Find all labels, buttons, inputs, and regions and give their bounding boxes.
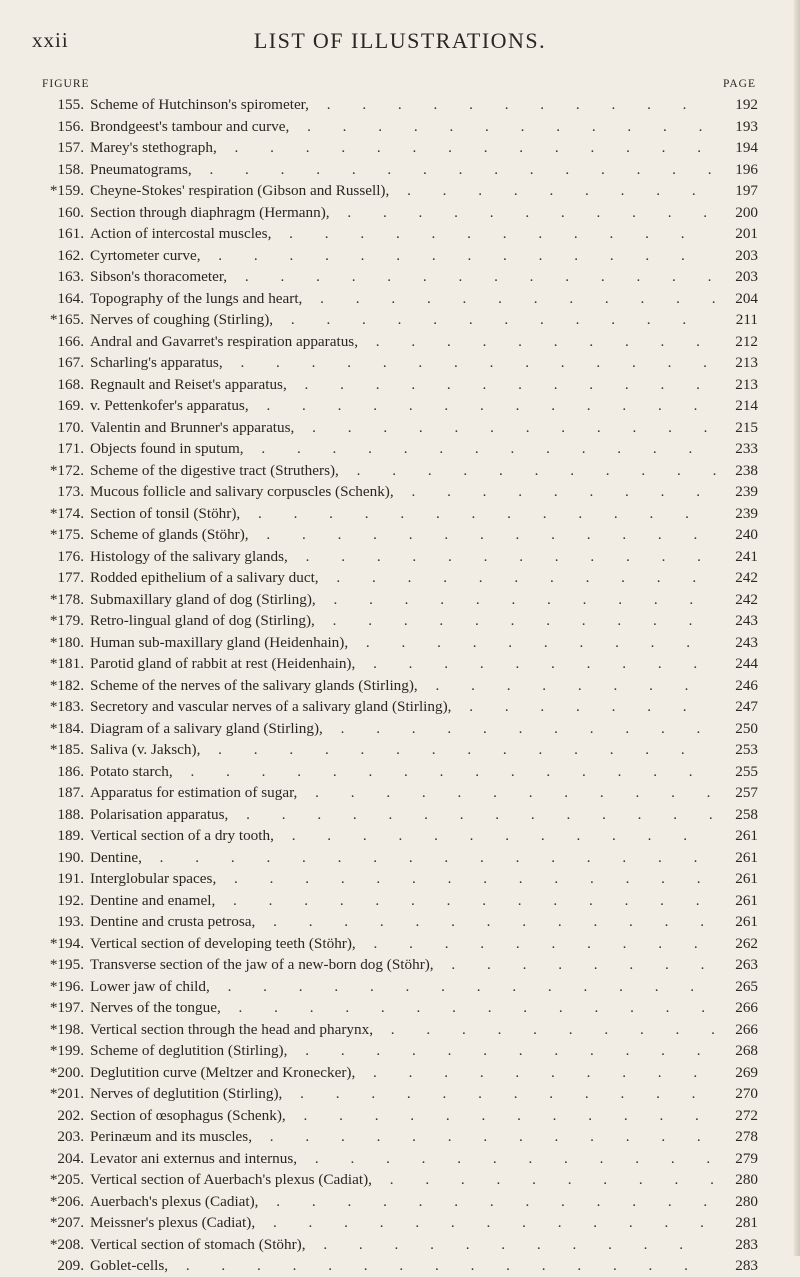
figure-caption: Diagram of a salivary gland (Stirling), . . .: [90, 718, 716, 740]
figure-number: 192.: [57, 891, 84, 909]
list-item: [0, 202, 800, 224]
page-reference: 278: [735, 1128, 758, 1145]
page-reference: 204: [735, 289, 758, 307]
list-item: [0, 1191, 800, 1213]
page-reference: 214: [735, 397, 758, 414]
page-reference: 270: [735, 1085, 758, 1102]
figure-number: 193.: [57, 913, 84, 930]
list-item: [0, 868, 800, 890]
figure-number: *207.: [49, 1214, 84, 1231]
page-reference: 213: [735, 375, 758, 393]
page-reference: 241: [735, 547, 758, 565]
list-item: [0, 395, 800, 417]
list-item: [0, 718, 800, 740]
page-reference: 212: [735, 332, 758, 350]
figure-number: *199.: [49, 1042, 84, 1059]
page-column-heading: PAGE: [723, 78, 756, 90]
figure-caption: Scheme of Hutchinson's spirometer, . . .: [90, 94, 716, 116]
list-item: [0, 245, 800, 267]
page-reference: 243: [735, 633, 758, 651]
figure-caption: Goblet-cells, . . .: [90, 1255, 716, 1277]
figure-caption: Topography of the lungs and heart, . . .: [90, 288, 716, 310]
list-item: [0, 1083, 800, 1105]
page-reference: 261: [735, 827, 758, 844]
figure-caption: Histology of the salivary glands, . . .: [90, 546, 716, 568]
figure-caption: Scharling's apparatus, . . .: [90, 352, 716, 374]
page-reference: 244: [735, 655, 758, 672]
figure-number: *178.: [49, 590, 84, 608]
figure-caption: Scheme of the nerves of the salivary glands (Stirling), . . .: [90, 675, 716, 697]
figure-number: 169.: [57, 397, 84, 414]
figure-caption: Pneumatograms, . . .: [90, 159, 716, 181]
page-reference: 211: [735, 311, 758, 328]
list-item: [0, 1105, 800, 1127]
figure-caption: Rodded epithelium of a salivary duct, . . .: [90, 567, 716, 589]
figure-number: *181.: [49, 655, 84, 672]
figure-caption: Marey's stethograph, . . .: [90, 137, 716, 159]
figure-caption: Vertical section of a dry tooth, . . .: [90, 825, 716, 847]
page-title: LIST OF ILLUSTRATIONS.: [253, 28, 547, 53]
page-number: xxii: [32, 28, 69, 52]
figure-caption: Auerbach's plexus (Cadiat), . . .: [90, 1191, 716, 1213]
list-item: [0, 1212, 800, 1234]
figure-number: *182.: [49, 676, 84, 694]
page-reference: 243: [735, 612, 758, 629]
figure-number: 162.: [57, 246, 84, 264]
list-item: [0, 524, 800, 546]
page-reference: 283: [735, 1257, 758, 1274]
figure-number: 188.: [57, 805, 84, 823]
figure-number: *179.: [49, 612, 84, 629]
figure-number: 171.: [57, 440, 84, 457]
figure-number: *194.: [49, 934, 84, 952]
figure-caption: Regnault and Reiset's apparatus, . . .: [90, 374, 716, 396]
figure-caption: Vertical section through the head and pharynx, . . .: [90, 1019, 716, 1041]
figure-number: 157.: [57, 139, 84, 156]
figure-caption: Objects found in sputum, . . .: [90, 438, 716, 460]
page-reference: 280: [735, 1192, 758, 1210]
figure-number: *165.: [49, 311, 84, 328]
page-reference: 233: [735, 440, 758, 457]
figure-number: 166.: [57, 332, 84, 350]
figure-number: *201.: [49, 1085, 84, 1102]
figure-number: *208.: [49, 1235, 84, 1253]
figure-number: 161.: [57, 225, 84, 242]
list-item: [0, 503, 800, 525]
list-item: [0, 997, 800, 1019]
figure-number: 187.: [57, 784, 84, 801]
page-reference: 240: [735, 526, 758, 543]
page-reference: 261: [735, 891, 758, 909]
figure-caption: Perinæum and its muscles, . . .: [90, 1126, 716, 1148]
figure-number: *184.: [49, 719, 84, 737]
figure-caption: Cyrtometer curve, . . .: [90, 245, 716, 267]
list-item: [0, 481, 800, 503]
figure-caption: Retro-lingual gland of dog (Stirling), . . .: [90, 610, 716, 632]
illustration-list: [0, 94, 800, 1277]
figure-number: *196.: [49, 977, 84, 995]
list-item: [0, 1126, 800, 1148]
page-reference: 263: [735, 956, 758, 973]
page-reference: 197: [735, 182, 758, 199]
page-reference: 262: [735, 934, 758, 952]
figure-caption: Potato starch, . . .: [90, 761, 716, 783]
figure-number: *200.: [49, 1063, 84, 1081]
figure-caption: Scheme of the digestive tract (Struthers), . . .: [90, 460, 716, 482]
figure-caption: Scheme of deglutition (Stirling), . . .: [90, 1040, 716, 1062]
page-header: [0, 28, 800, 58]
figure-caption: Valentin and Brunner's apparatus, . . .: [90, 417, 716, 439]
figure-caption: Vertical section of Auerbach's plexus (Cadiat), . . .: [90, 1169, 716, 1191]
page-reference: 194: [735, 139, 758, 156]
list-item: [0, 374, 800, 396]
figure-number: 202.: [57, 1106, 84, 1124]
page-reference: 238: [735, 461, 758, 479]
figure-caption: Vertical section of stomach (Stöhr), . . .: [90, 1234, 716, 1256]
page-reference: 279: [735, 1149, 758, 1167]
page-reference: 261: [735, 913, 758, 930]
page-reference: 265: [735, 977, 758, 995]
figure-caption: Submaxillary gland of dog (Stirling), . . .: [90, 589, 716, 611]
figure-caption: Nerves of coughing (Stirling), . . .: [90, 309, 716, 331]
figure-number: *205.: [49, 1171, 84, 1188]
figure-caption: Lower jaw of child, . . .: [90, 976, 716, 998]
list-item: [0, 266, 800, 288]
figure-caption: Brondgeest's tambour and curve, . . .: [90, 116, 716, 138]
page-reference: 253: [735, 741, 758, 758]
list-item: [0, 782, 800, 804]
list-item: [0, 223, 800, 245]
page-reference: 239: [735, 483, 758, 500]
list-item: [0, 610, 800, 632]
page-reference: 283: [735, 1235, 758, 1253]
figure-caption: Saliva (v. Jaksch), . . .: [90, 739, 716, 761]
figure-number: *175.: [49, 526, 84, 543]
list-item: [0, 438, 800, 460]
figure-caption: Secretory and vascular nerves of a salivary gland (Stirling), . . .: [90, 696, 716, 718]
page-reference: 266: [735, 1020, 758, 1038]
figure-number: *172.: [49, 461, 84, 479]
page-reference: 269: [735, 1063, 758, 1081]
figure-column-heading: FIGURE: [42, 78, 90, 90]
list-item: [0, 137, 800, 159]
figure-caption: Dentine and enamel, . . .: [90, 890, 716, 912]
figure-number: 158.: [57, 160, 84, 178]
figure-caption: Nerves of deglutition (Stirling), . . .: [90, 1083, 716, 1105]
list-item: [0, 546, 800, 568]
list-item: [0, 739, 800, 761]
list-item: [0, 804, 800, 826]
list-item: [0, 847, 800, 869]
page-reference: 280: [735, 1171, 758, 1188]
page-reference: 255: [735, 762, 758, 780]
figure-caption: Polarisation apparatus, . . .: [90, 804, 716, 826]
figure-caption: Dentine, . . .: [90, 847, 716, 869]
figure-number: 173.: [57, 483, 84, 500]
figure-number: 190.: [57, 848, 84, 866]
page-reference: 246: [735, 676, 758, 694]
figure-caption: Meissner's plexus (Cadiat), . . .: [90, 1212, 716, 1234]
figure-number: *197.: [49, 999, 84, 1016]
list-item: [0, 180, 800, 202]
list-item: [0, 675, 800, 697]
figure-number: 176.: [57, 547, 84, 565]
figure-caption: Action of intercostal muscles, . . .: [90, 223, 716, 245]
list-item: [0, 696, 800, 718]
page-reference: 242: [735, 590, 758, 608]
page-reference: 215: [735, 418, 758, 436]
figure-number: *185.: [49, 741, 84, 758]
list-item: [0, 460, 800, 482]
figure-caption: Human sub-maxillary gland (Heidenhain), . . .: [90, 632, 716, 654]
figure-caption: Mucous follicle and salivary corpuscles (Schenk), . . .: [90, 481, 716, 503]
figure-number: *206.: [49, 1192, 84, 1210]
list-item: [0, 309, 800, 331]
list-item: [0, 1040, 800, 1062]
figure-caption: Apparatus for estimation of sugar, . . .: [90, 782, 716, 804]
figure-caption: Andral and Gavarret's respiration apparatus, . . .: [90, 331, 716, 353]
page-reference: 200: [735, 203, 758, 221]
figure-caption: Dentine and crusta petrosa, . . .: [90, 911, 716, 933]
page-reference: 258: [735, 805, 758, 823]
page-reference: 239: [735, 504, 758, 522]
page-reference: 272: [735, 1106, 758, 1124]
list-item: [0, 954, 800, 976]
list-item: [0, 1169, 800, 1191]
list-item: [0, 976, 800, 998]
figure-number: 167.: [57, 354, 84, 371]
figure-caption: Section through diaphragm (Hermann), . . .: [90, 202, 716, 224]
list-item: [0, 911, 800, 933]
figure-caption: v. Pettenkofer's apparatus, . . .: [90, 395, 716, 417]
page-reference: 266: [735, 999, 758, 1016]
figure-number: 177.: [57, 569, 84, 586]
figure-number: *180.: [49, 633, 84, 651]
list-item: [0, 159, 800, 181]
figure-number: 204.: [57, 1149, 84, 1167]
list-item: [0, 589, 800, 611]
page-edge: [794, 0, 800, 1256]
figure-number: 209.: [57, 1257, 84, 1274]
figure-number: 189.: [57, 827, 84, 844]
list-item: [0, 288, 800, 310]
figure-caption: Scheme of glands (Stöhr), . . .: [90, 524, 716, 546]
figure-number: 155.: [57, 96, 84, 113]
list-item: [0, 1234, 800, 1256]
page-reference: 242: [735, 569, 758, 586]
page-reference: 261: [735, 848, 758, 866]
list-item: [0, 94, 800, 116]
figure-caption: Levator ani externus and internus, . . .: [90, 1148, 716, 1170]
list-item: [0, 352, 800, 374]
figure-caption: Vertical section of developing teeth (Stöhr), . . .: [90, 933, 716, 955]
page-reference: 213: [735, 354, 758, 371]
figure-number: 164.: [57, 289, 84, 307]
page-reference: 261: [735, 870, 758, 887]
list-item: [0, 761, 800, 783]
figure-number: 168.: [57, 375, 84, 393]
figure-number: 163.: [57, 268, 84, 285]
page-reference: 247: [735, 698, 758, 715]
figure-number: *159.: [49, 182, 84, 199]
figure-number: *198.: [49, 1020, 84, 1038]
list-item: [0, 1255, 800, 1277]
figure-number: 186.: [57, 762, 84, 780]
list-item: [0, 890, 800, 912]
list-item: [0, 331, 800, 353]
page-reference: 281: [735, 1214, 758, 1231]
list-item: [0, 1148, 800, 1170]
figure-number: *183.: [49, 698, 84, 715]
page-reference: 192: [735, 96, 758, 113]
figure-number: 191.: [57, 870, 84, 887]
list-item: [0, 933, 800, 955]
figure-number: *174.: [49, 504, 84, 522]
figure-caption: Nerves of the tongue, . . .: [90, 997, 716, 1019]
figure-number: 203.: [57, 1128, 84, 1145]
figure-caption: Deglutition curve (Meltzer and Kronecker), . . .: [90, 1062, 716, 1084]
figure-caption: Transverse section of the jaw of a new-born dog (Stöhr), . . .: [90, 954, 716, 976]
list-item: [0, 653, 800, 675]
list-item: [0, 632, 800, 654]
list-item: [0, 1062, 800, 1084]
page-reference: 201: [735, 225, 758, 242]
page-reference: 250: [735, 719, 758, 737]
list-item: [0, 116, 800, 138]
figure-caption: Section of tonsil (Stöhr), . . .: [90, 503, 716, 525]
figure-caption: Sibson's thoracometer, . . .: [90, 266, 716, 288]
figure-caption: Cheyne-Stokes' respiration (Gibson and Russell), . . .: [90, 180, 716, 202]
page-reference: 268: [735, 1042, 758, 1059]
figure-number: 160.: [57, 203, 84, 221]
figure-caption: Parotid gland of rabbit at rest (Heidenhain), . . .: [90, 653, 716, 675]
figure-number: 170.: [57, 418, 84, 436]
list-item: [0, 825, 800, 847]
figure-caption: Section of œsophagus (Schenk), . . .: [90, 1105, 716, 1127]
page-reference: 196: [735, 160, 758, 178]
list-item: [0, 417, 800, 439]
list-item: [0, 567, 800, 589]
page-reference: 193: [735, 117, 758, 135]
list-item: [0, 1019, 800, 1041]
figure-number: *195.: [49, 956, 84, 973]
page-reference: 203: [735, 268, 758, 285]
page-reference: 257: [735, 784, 758, 801]
figure-number: 156.: [57, 117, 84, 135]
figure-caption: Interglobular spaces, . . .: [90, 868, 716, 890]
page-reference: 203: [735, 246, 758, 264]
